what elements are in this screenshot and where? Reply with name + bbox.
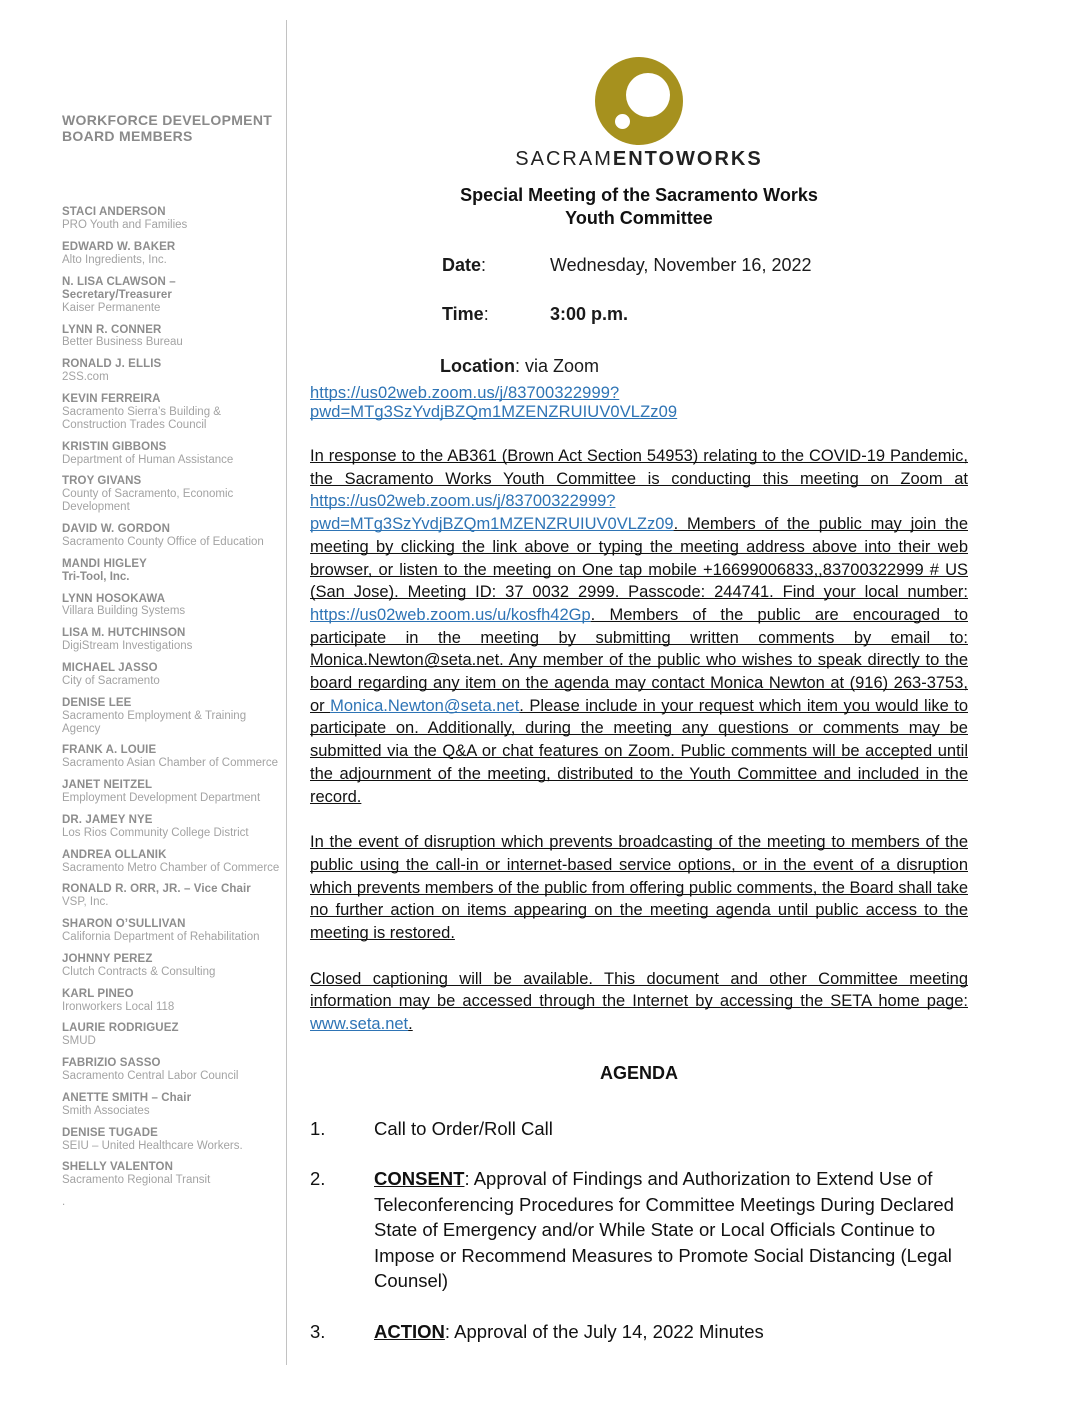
member-organization: Employment Development Department: [62, 792, 261, 805]
board-member: [62, 241, 280, 267]
main-content: [310, 0, 968, 1344]
member-name: JOHNNY PEREZ: [62, 952, 153, 965]
member-organization: Tri-Tool, Inc.: [62, 570, 130, 583]
agenda-item: [310, 1116, 968, 1142]
member-name: LYNN R. CONNER: [62, 323, 162, 336]
board-members-list: [62, 206, 280, 1187]
board-member: [62, 276, 280, 315]
member-name: KEVIN FERREIRA: [62, 393, 161, 406]
board-member: [62, 1127, 280, 1153]
text-run: . Members of the public are encouraged to participate in the meeting by submitting written comments by email to: Monica.Newton@seta.net. Any member of the public who wishes to speak directly to the board regarding any item on the agenda may contact Monica Newton at (916) 263-3753, or: [310, 605, 968, 715]
logo-hole-shape: [626, 73, 670, 117]
paragraph-closed-captioning: [310, 968, 968, 1036]
member-organization: SEIU – United Healthcare Workers.: [62, 1139, 243, 1152]
page-title-line2: Youth Committee: [565, 207, 713, 228]
member-organization: Sacramento Asian Chamber of Commerce: [62, 757, 279, 770]
board-member: [62, 953, 280, 979]
inline-link[interactable]: https://us02web.zoom.us/j/83700322999?pwd=MTg3SzYvdjBZQm1MZENZRUIUV0VLZz09: [310, 492, 674, 534]
member-name: ANDREA OLLANIK: [62, 848, 167, 861]
text-run: In response to the AB361 (Brown Act Section 54953) relating to the COVID-19 Pandemic, the Sacramento Works Youth Committee is conducting this meeting on Zoom at: [310, 447, 968, 488]
inline-link[interactable]: https://us02web.zoom.us/u/kosfh42Gp: [310, 605, 591, 624]
time-label-text: Time: [442, 304, 484, 324]
member-organization: Villara Building Systems: [62, 605, 186, 618]
member-organization: Sacramento Sierra’s Building & Construction Trades Council: [62, 405, 221, 431]
member-name: MICHAEL JASSO: [62, 662, 158, 675]
member-organization: Sacramento Metro Chamber of Commerce: [62, 861, 280, 874]
inline-link[interactable]: www.seta.net: [310, 1015, 409, 1034]
member-organization: California Department of Rehabilitation: [62, 931, 260, 944]
date-row: [310, 255, 968, 276]
date-label: [442, 255, 550, 276]
member-organization: Clutch Contracts & Consulting: [62, 965, 216, 978]
time-value: 3:00 p.m.: [550, 304, 629, 324]
sacramento-works-logo-icon: [595, 57, 683, 145]
member-organization: SMUD: [62, 1035, 96, 1048]
board-member: [62, 1022, 280, 1048]
member-name: KRISTIN GIBBONS: [62, 440, 167, 453]
member-name: SHARON O’SULLIVAN: [62, 918, 186, 931]
member-name: STACI ANDERSON: [62, 206, 166, 219]
time-colon: :: [483, 304, 489, 324]
member-name: KARL PINEO: [62, 987, 134, 1000]
emphasized-term: ACTION: [374, 1320, 445, 1342]
text-run: .: [408, 1015, 413, 1034]
board-member: [62, 1092, 280, 1118]
text-run: Call to Order/Roll Call: [374, 1117, 553, 1139]
member-organization: 2SS.com: [62, 371, 109, 384]
time-label: [442, 304, 550, 325]
board-member: [62, 393, 280, 432]
member-name: LAURIE RODRIGUEZ: [62, 1022, 179, 1035]
board-member: [62, 523, 280, 549]
member-organization: PRO Youth and Families: [62, 219, 188, 232]
member-name: TROY GIVANS: [62, 475, 142, 488]
paragraph-covid-notice: [310, 445, 968, 808]
member-organization: Sacramento Central Labor Council: [62, 1070, 239, 1083]
board-member: [62, 358, 280, 384]
text-run: In the event of disruption which prevents broadcasting of the meeting to members of the public using the call-in or internet-based service options, or in the event of a disruption which prevents members of the public from offering public comments, the Board shall take no further action on items appearing on the meeting agenda until public access to the meeting is restored.: [310, 833, 968, 943]
board-member: [62, 475, 280, 514]
member-organization: DigiStream Investigations: [62, 640, 193, 653]
sidebar-heading: WORKFORCE DEVELOPMENT BOARD MEMBERS: [62, 112, 273, 145]
logo-wordmark: [310, 149, 968, 169]
board-member: [62, 779, 280, 805]
board-member: [62, 662, 280, 688]
member-organization: County of Sacramento, Economic Development: [62, 488, 234, 514]
member-name: DENISE LEE: [62, 696, 132, 709]
member-organization: Sacramento Employment & Training Agency: [62, 709, 247, 735]
logo-tail-shape: [615, 114, 630, 129]
member-name: DAVID W. GORDON: [62, 523, 170, 536]
member-name: DR. JAMEY NYE: [62, 813, 153, 826]
member-organization: Sacramento County Office of Education: [62, 535, 264, 548]
member-name: FABRIZIO SASSO: [62, 1057, 161, 1070]
zoom-link-row: [310, 384, 968, 422]
board-member: [62, 1057, 280, 1083]
location-row: [440, 356, 968, 377]
agenda-list: [310, 1116, 968, 1345]
board-member: [62, 744, 280, 770]
member-name: MANDI HIGLEY: [62, 557, 147, 570]
date-colon: :: [481, 255, 487, 275]
member-organization: Alto Ingredients, Inc.: [62, 254, 167, 267]
member-organization: Department of Human Assistance: [62, 453, 234, 466]
text-run: : Approval of Findings and Authorization to Extend Use of Teleconferencing Procedures for Committee Meetings During Declared State of Emergency and/or While State or Local Officials Continue to Impose or Recommend Measures to Promote Social Distancing (Legal Counsel): [374, 1168, 954, 1292]
board-member: [62, 441, 280, 467]
board-member: [62, 593, 280, 619]
board-member: [62, 918, 280, 944]
member-name: JANET NEITZEL: [62, 779, 153, 792]
agenda-item: [310, 1166, 968, 1294]
paragraph-disruption-notice: [310, 831, 968, 945]
member-organization: VSP, Inc.: [62, 896, 109, 909]
member-organization: Smith Associates: [62, 1104, 150, 1117]
member-organization: Los Rios Community College District: [62, 826, 249, 839]
date-label-text: Date: [442, 255, 482, 275]
member-name: FRANK A. LOUIE: [62, 744, 157, 757]
vertical-divider: [286, 20, 287, 1365]
emphasized-term: CONSENT: [374, 1168, 465, 1190]
member-organization: Sacramento Regional Transit: [62, 1174, 211, 1187]
date-value: Wednesday, November 16, 2022: [550, 255, 812, 275]
member-name: SHELLY VALENTON: [62, 1161, 173, 1174]
agenda-item-number: 2.: [310, 1168, 326, 1190]
board-member: [62, 206, 280, 232]
member-name: RONALD R. ORR, JR. – Vice Chair: [62, 883, 251, 896]
member-name: DENISE TUGADE: [62, 1126, 158, 1139]
agenda-item: [310, 1319, 968, 1345]
location-value: : via Zoom: [515, 356, 600, 376]
member-organization: Kaiser Permanente: [62, 301, 161, 314]
board-member: [62, 558, 280, 584]
zoom-meeting-link[interactable]: https://us02web.zoom.us/j/83700322999?pwd=MTg3SzYvdjBZQm1MZENZRUIUV0VLZz09: [310, 384, 678, 421]
member-name: RONALD J. ELLIS: [62, 358, 162, 371]
board-member: [62, 324, 280, 350]
logo-wordmark-light: SACRAM: [515, 148, 613, 170]
agenda-item-text: [374, 1166, 968, 1294]
board-member: [62, 849, 280, 875]
agenda-item-text: [374, 1319, 968, 1345]
member-organization: Better Business Bureau: [62, 336, 183, 349]
text-run: Closed captioning will be available. This document and other Committee meeting information may be accessed through the Internet by accessing the SETA home page:: [310, 969, 968, 1011]
page-title: [310, 184, 968, 229]
board-member: [62, 1161, 280, 1187]
sacramento-works-logo: [310, 57, 968, 169]
agenda-item-number: 3.: [310, 1320, 326, 1342]
text-run: . Please include in your request which item you would like to participate on. Additionally, during the meeting any questions or comments may be submitted via the Q&A or chat features on Zoom. Public comments will be accepted until the adjournment of the meeting, distributed to the Youth Committee and included in the record.: [310, 696, 968, 806]
text-run: : Approval of the July 14, 2022 Minutes: [444, 1320, 764, 1342]
board-members-sidebar: [62, 112, 280, 1208]
time-row: [310, 304, 968, 325]
member-name: EDWARD W. BAKER: [62, 241, 176, 254]
sidebar-footer-dot: .: [62, 1196, 66, 1209]
member-name: ANETTE SMITH – Chair: [62, 1091, 192, 1104]
member-name: N. LISA CLAWSON – Secretary/Treasurer: [62, 275, 176, 301]
board-member: [62, 697, 280, 736]
page-title-line1: Special Meeting of the Sacramento Works: [460, 185, 818, 205]
location-label: Location: [440, 356, 515, 376]
board-member: [62, 883, 280, 909]
member-organization: City of Sacramento: [62, 674, 160, 687]
member-organization: Ironworkers Local 118: [62, 1000, 175, 1013]
board-member: [62, 988, 280, 1014]
logo-wordmark-bold: ENTOWORKS: [612, 148, 763, 170]
member-name: LYNN HOSOKAWA: [62, 592, 166, 605]
member-name: LISA M. HUTCHINSON: [62, 627, 186, 640]
agenda-heading: AGENDA: [599, 1062, 678, 1083]
inline-link[interactable]: Monica.Newton@seta.net: [330, 696, 520, 715]
agenda-item-text: [374, 1116, 968, 1142]
board-member: [62, 814, 280, 840]
board-member: [62, 627, 280, 653]
text-run: . Members of the public may join the meeting by clicking the link above or typing the meeting address above into their web browser, or listen to the meeting on One tap mobile +16699006833,,83700322999 # US (San Jose). Meeting ID: 37 0032 2999. Passcode: 244741. Find your local number:: [310, 515, 968, 602]
agenda-item-number: 1.: [310, 1117, 326, 1139]
